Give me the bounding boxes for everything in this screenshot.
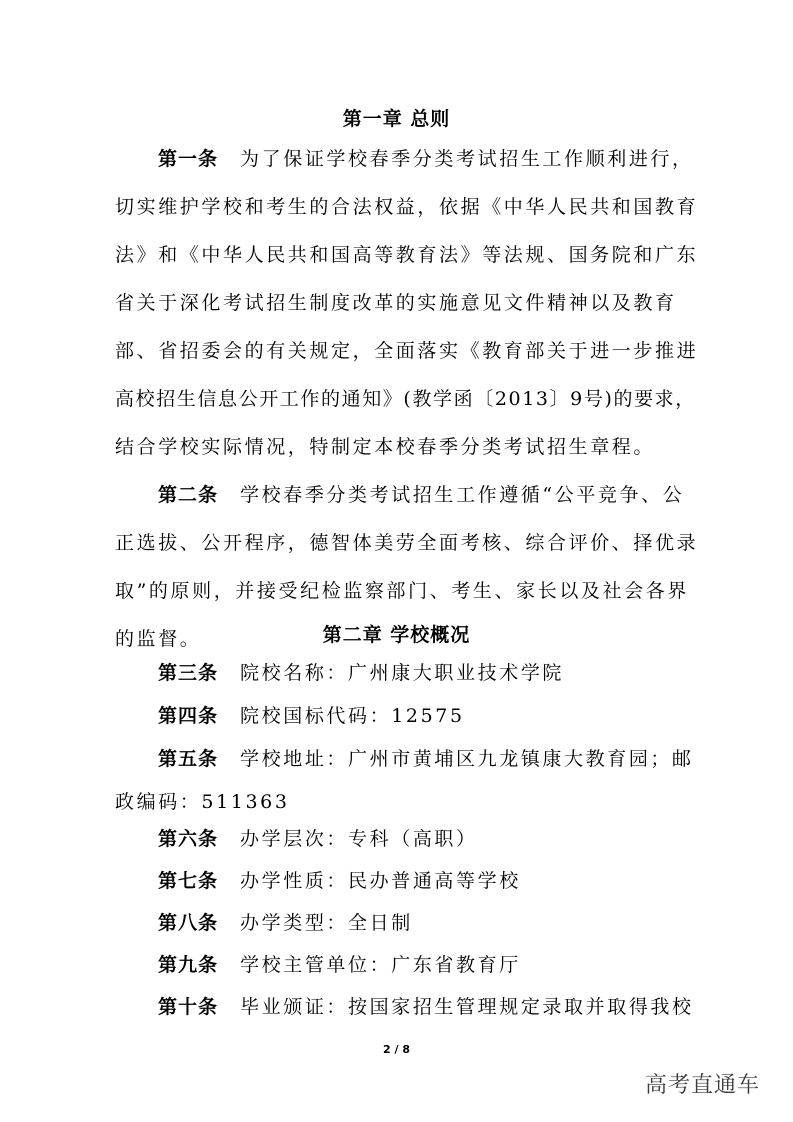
- chapter-2-title: 第二章 学校概况: [322, 624, 471, 646]
- article-7: [0, 868, 793, 894]
- article-2-line-3: 取”的原则，并接受纪检监察部门、考生、家长以及社会各界: [115, 580, 689, 602]
- page-number: 2 / 8: [383, 1043, 410, 1056]
- article-2-label: 第二条: [158, 484, 219, 506]
- article-1-line-2: 切实维护学校和考生的合法权益，依据《中华人民共和国教育: [115, 196, 699, 218]
- article-7-label: 第七条: [158, 870, 219, 892]
- article-4-label: 第四条: [158, 705, 219, 727]
- article-5: [0, 746, 793, 772]
- article-2-line-4: 的监督。: [115, 628, 202, 650]
- article-2: [0, 482, 793, 508]
- article-1-line-4: 省关于深化考试招生制度改革的实施意见文件精神以及教育: [115, 292, 677, 314]
- chapter-1-title: 第一章 总则: [342, 108, 451, 130]
- article-6-text: 办学层次：专科（高职）: [240, 828, 478, 850]
- article-1: [0, 146, 793, 172]
- article-8-text: 办学类型：全日制: [240, 912, 413, 934]
- article-2-line-1: 学校春季分类考试招生工作遵循“公平竞争、公: [240, 484, 685, 506]
- article-9-label: 第九条: [158, 954, 219, 976]
- watermark: 高考直通车: [645, 1073, 761, 1098]
- article-6-label: 第六条: [158, 828, 219, 850]
- article-6: [0, 826, 793, 852]
- article-5-label: 第五条: [158, 748, 219, 770]
- article-5-continuation: 政编码：511363: [115, 791, 290, 813]
- article-4: [0, 703, 793, 729]
- article-3: [0, 660, 793, 686]
- article-3-label: 第三条: [158, 662, 219, 684]
- article-1-label: 第一条: [158, 148, 219, 170]
- article-9-text: 学校主管单位：广东省教育厅: [240, 954, 521, 976]
- article-1-line-5: 部、省招委会的有关规定，全面落实《教育部关于进一步推进: [115, 340, 699, 362]
- article-2-line-2: 正选拔、公开程序，德智体美劳全面考核、综合评价、择优录: [115, 532, 699, 554]
- article-1-line-3: 法》和《中华人民共和国高等教育法》等法规、国务院和广东: [115, 244, 699, 266]
- article-1-line-6: 高校招生信息公开工作的通知》(教学函〔2013〕9号)的要求，: [115, 388, 696, 410]
- article-8: [0, 910, 793, 936]
- article-4-text: 院校国标代码：12575: [240, 705, 465, 727]
- article-10-label: 第十条: [158, 996, 219, 1018]
- article-7-text: 办学性质：民办普通高等学校: [240, 870, 521, 892]
- article-10-text: 毕业颁证：按国家招生管理规定录取并取得我校: [240, 996, 694, 1018]
- article-8-label: 第八条: [158, 912, 219, 934]
- article-10: [0, 994, 793, 1020]
- article-1-line-7: 结合学校实际情况，特制定本校春季分类考试招生章程。: [115, 436, 656, 458]
- article-9: [0, 952, 793, 978]
- article-5-text: 学校地址：广州市黄埔区九龙镇康大教育园；邮: [240, 748, 694, 770]
- article-3-text: 院校名称：广州康大职业技术学院: [240, 662, 565, 684]
- article-1-line-1: 为了保证学校春季分类考试招生工作顺利进行，: [240, 148, 694, 170]
